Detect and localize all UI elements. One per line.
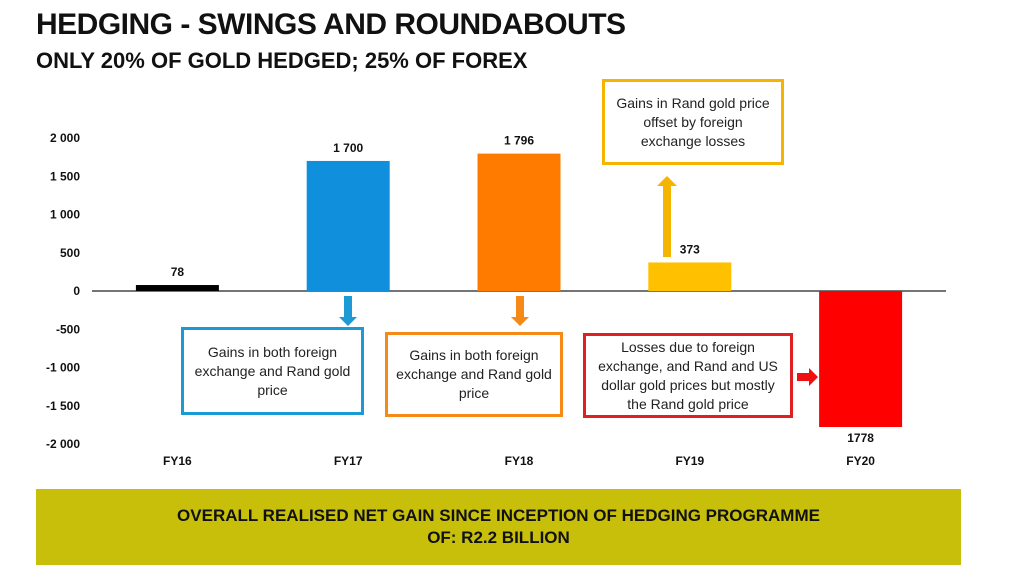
net-gain-banner [36,489,961,565]
y-tick-label: -1 000 [45,360,80,375]
bar-fy18 [478,154,561,291]
callout-fy17 [181,327,364,415]
y-tick-label: 1 000 [49,207,80,222]
banner-line-2: OF: R2.2 BILLION [427,528,570,547]
y-tick-label: 500 [59,245,80,260]
x-tick-label: FY18 [504,454,534,468]
banner-line-1: OVERALL REALISED NET GAIN SINCE INCEPTION OF HEDGING PROGRAMME [177,506,820,525]
y-tick-label: 0 [73,284,80,298]
x-tick-label: FY19 [675,454,705,468]
bar-fy19 [648,262,731,291]
data-label-fy20: 1778 [847,431,874,446]
bar-fy16 [136,285,219,291]
callout-fy18-text: Gains in both foreign exchange and Rand gold price [396,347,552,401]
bar-fy20 [819,291,902,427]
callout-fy18 [385,332,563,417]
arrow-right-icon [797,368,818,386]
x-tick-label: FY20 [846,454,875,468]
y-tick-label: -500 [55,322,80,337]
data-label-fy18: 1 796 [503,133,535,148]
page-title: HEDGING - SWINGS AND ROUNDABOUTS [36,8,626,41]
x-tick-label: FY17 [333,454,363,468]
bar-fy17 [307,161,390,291]
data-label-fy17: 1 700 [333,140,364,155]
y-tick-label: 1 500 [49,169,80,184]
callout-fy19-top-text: Gains in Rand gold price offset by foreign exchange losses [616,94,770,149]
x-tick-label: FY16 [163,454,192,468]
callout-fy20 [583,333,793,418]
data-label-fy16: 78 [170,265,185,280]
arrow-down-icon [339,296,357,326]
data-label-fy19: 373 [679,242,700,257]
y-tick-label: -1 500 [45,398,80,413]
callout-fy19-top [602,79,784,165]
page-subtitle: ONLY 20% OF GOLD HEDGED; 25% OF FOREX [36,48,528,73]
y-tick-label: -2 000 [45,437,80,451]
callout-fy17-text: Gains in both foreign exchange and Rand gold price [194,343,351,398]
arrow-down-icon [511,296,529,326]
y-tick-label: 2 000 [49,131,80,145]
callout-fy20-text: Losses due to foreign exchange, and Rand and US dollar gold prices but mostly the Rand gold price [598,338,778,412]
arrow-up-icon [657,176,677,257]
